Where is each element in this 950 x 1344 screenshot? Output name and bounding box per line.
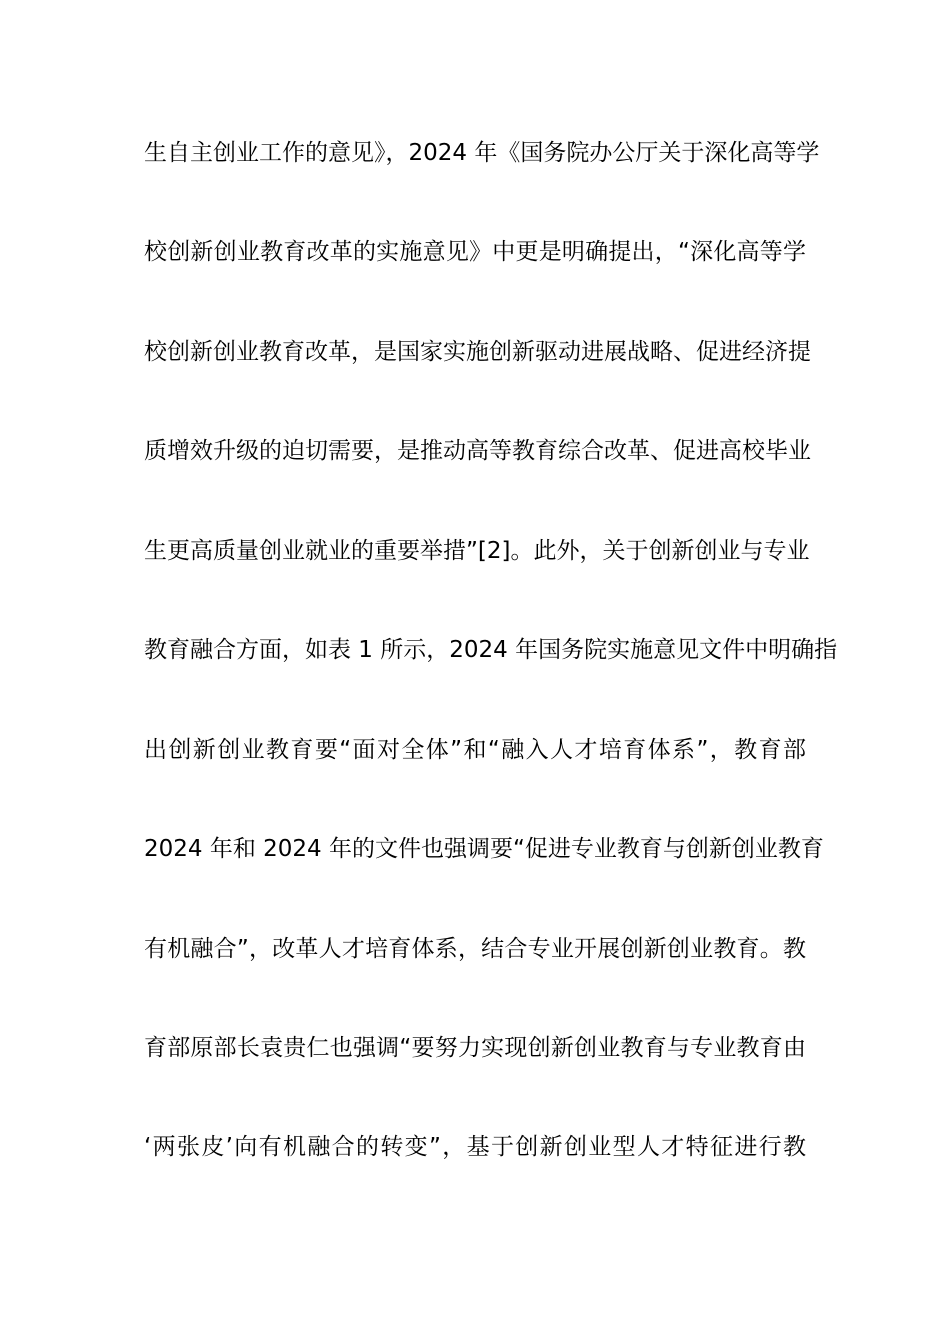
paragraph-line: ‘两张皮’向有机融合的转变”，基于创新创业型人才特征进行教 <box>144 1134 806 1160</box>
paragraph-line: 生更高质量创业就业的重要举措”[2]。此外，关于创新创业与专业 <box>144 538 810 564</box>
paragraph-line: 育部原部长袁贵仁也强调“要努力实现创新创业教育与专业教育由 <box>144 1035 806 1061</box>
paragraph-line: 出创新创业教育要“面对全体”和“融入人才培育体系”，教育部 <box>144 737 806 763</box>
paragraph-line: 2024 年和 2024 年的文件也强调要“促进专业教育与创新创业教育 <box>144 836 824 862</box>
paragraph-line: 校创新创业教育改革，是国家实施创新驱动进展战略、促进经济提 <box>144 339 811 365</box>
paragraph-line: 有机融合”，改革人才培育体系，结合专业开展创新创业教育。教 <box>144 936 806 962</box>
paragraph-line: 教育融合方面，如表 1 所示，2024 年国务院实施意见文件中明确指 <box>144 637 838 663</box>
paragraph-line: 校创新创业教育改革的实施意见》中更是明确提出，“深化高等学 <box>144 239 806 265</box>
paragraph-line: 生自主创业工作的意见》，2024 年《国务院办公厅关于深化高等学 <box>144 140 820 166</box>
paragraph-line: 质增效升级的迫切需要，是推动高等教育综合改革、促进高校毕业 <box>144 438 811 464</box>
